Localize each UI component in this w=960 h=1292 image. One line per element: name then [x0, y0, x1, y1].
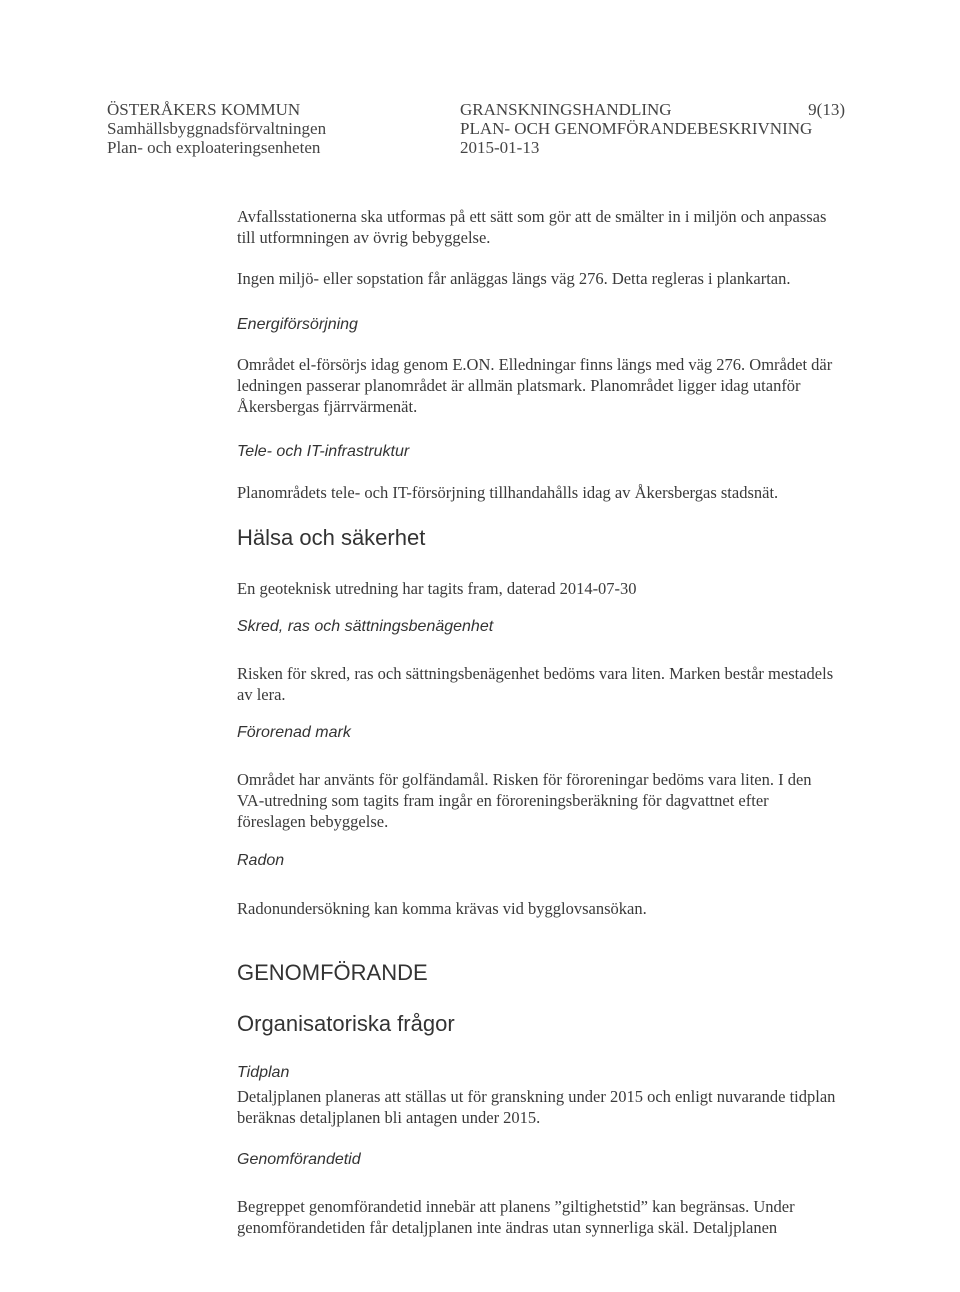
paragraph-radon: Radonundersökning kan komma krävas vid bygglovsansökan. — [237, 899, 647, 918]
heading-genomforandetid: Genomförandetid — [237, 1151, 361, 1168]
heading-genomforande: GENOMFÖRANDE — [237, 960, 428, 985]
heading-skred: Skred, ras och sättningsbenägenhet — [237, 618, 494, 635]
paragraph-sopstation: Ingen miljö- eller sopstation får anläggas längs väg 276. Detta regleras i plankartan. — [237, 269, 791, 288]
heading-halsa-sakerhet: Hälsa och säkerhet — [237, 525, 426, 550]
heading-tele-it: Tele- och IT-infrastruktur — [237, 443, 410, 460]
heading-organisatoriska-fragor: Organisatoriska frågor — [237, 1011, 455, 1036]
heading-tidplan: Tidplan — [237, 1064, 290, 1081]
doc-type: GRANSKNINGSHANDLING — [460, 100, 672, 119]
department-name: Samhällsbyggnadsförvaltningen — [107, 119, 327, 138]
doc-title: PLAN- OCH GENOMFÖRANDEBESKRIVNING — [460, 119, 813, 138]
org-name: ÖSTERÅKERS KOMMUN — [107, 100, 301, 119]
paragraph-skred: Risken för skred, ras och sättningsbenägenhet bedöms vara liten. Marken består mestadels av lera. — [237, 664, 834, 704]
unit-name: Plan- och exploateringsenheten — [107, 138, 321, 157]
header-right — [460, 100, 845, 157]
paragraph-tele: Planområdets tele- och IT-försörjning tillhandahålls idag av Åkersbergas stadsnät. — [237, 483, 779, 502]
paragraph-energi: Området el-försörjs idag genom E.ON. Elledningar finns längs med väg 276. Området där ledningen passerar planområdet är allmän platsmark. Planområdet ligger idag utanför Åkersbergas fjärrvärmenät. — [237, 355, 833, 416]
paragraph-tidplan: Detaljplanen planeras att ställas ut för granskning under 2015 och enligt nuvarande tidplan beräknas detaljplanen bli antagen under 2015. — [237, 1087, 836, 1127]
doc-date: 2015-01-13 — [460, 138, 540, 157]
paragraph-genomforandetid: Begreppet genomförandetid innebär att planens ”giltighetstid” kan begränsas. Under genomförandetiden får detaljplanen inte ändras utan synnerliga skäl. Detaljplanen — [237, 1197, 795, 1237]
heading-energiforsorjning: Energiförsörjning — [237, 316, 358, 333]
heading-radon: Radon — [237, 852, 285, 869]
header-left — [107, 100, 326, 157]
paragraph-fororenad: Området har använts för golfändamål. Risken för föroreningar bedöms vara liten. I den VA-utredning som tagits fram ingår en föroreningsberäkning för dagvattnet efter föreslagen bebyggelse. — [237, 770, 812, 831]
heading-fororenad-mark: Förorenad mark — [237, 724, 351, 741]
paragraph-geoteknisk: En geoteknisk utredning har tagits fram, daterad 2014-07-30 — [237, 579, 637, 598]
page-number: 9(13) — [808, 100, 845, 119]
paragraph-avfall: Avfallsstationerna ska utformas på ett sätt som gör att de smälter in i miljön och anpassas till utformningen av övrig bebyggelse. — [237, 207, 827, 247]
